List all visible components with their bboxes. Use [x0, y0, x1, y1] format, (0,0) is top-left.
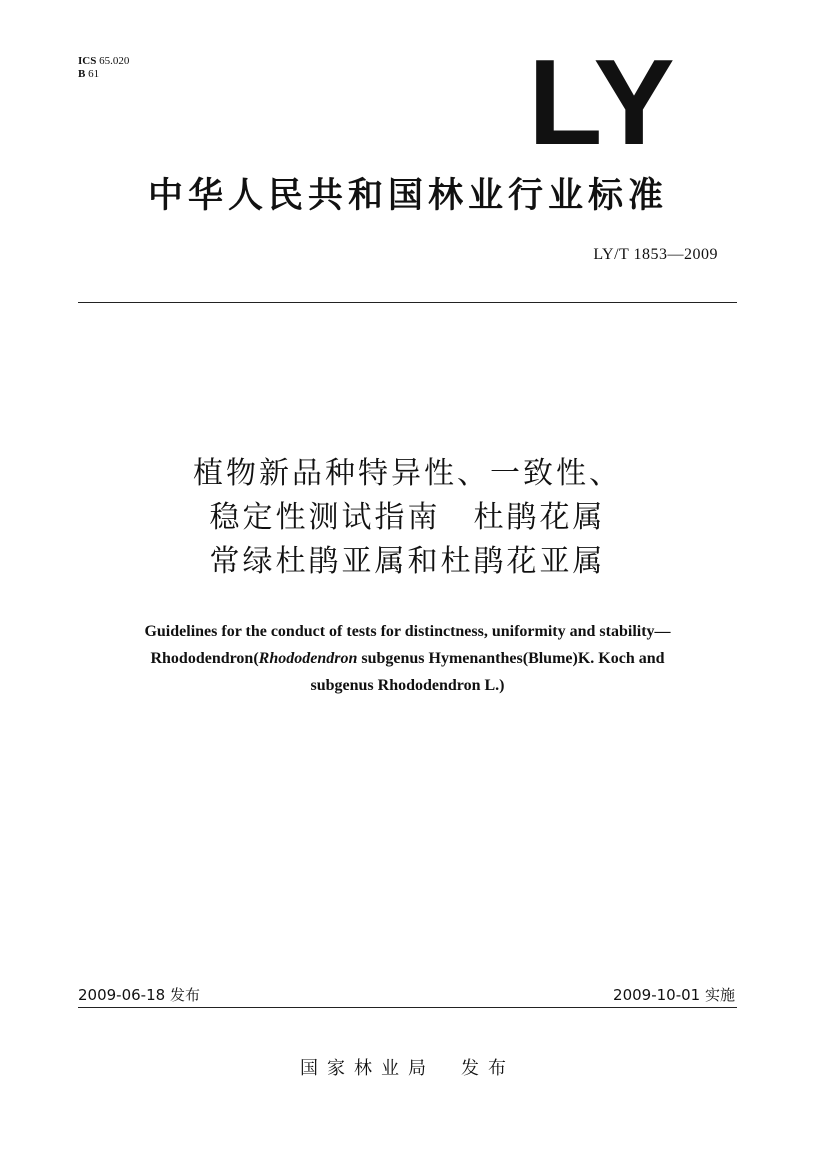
b-value: 61	[88, 68, 100, 80]
standard-number: LY/T 1853—2009	[593, 246, 718, 263]
b-code	[78, 68, 129, 81]
issuer-name: 国家林业局	[300, 1058, 435, 1079]
issuer-action: 发布	[461, 1058, 515, 1079]
ics-code	[78, 55, 129, 68]
implementation-date: 2009-10-01 实施	[613, 986, 735, 1004]
ics-label: ICS	[78, 55, 97, 67]
chinese-title-line-2: 稳定性测试指南 杜鹃花属	[209, 500, 606, 535]
chinese-title-line-3: 常绿杜鹃亚属和杜鹃花亚属	[209, 544, 606, 579]
issue-date: 2009-06-18 发布	[78, 986, 200, 1004]
top-divider	[78, 302, 737, 303]
ics-value: 65.020	[99, 55, 130, 67]
chinese-title-line-1: 植物新品种特异性、一致性、	[193, 456, 622, 491]
english-title	[40, 618, 775, 699]
bottom-divider	[78, 1007, 737, 1008]
organization-title: 中华人民共和国林业行业标准	[147, 176, 668, 216]
ly-logo: LY	[528, 34, 677, 170]
english-title-italic-genus: Rhododendron	[258, 650, 358, 667]
english-title-line-1: Guidelines for the conduct of tests for distinctness, uniformity and stability—	[144, 623, 671, 640]
english-title-line-3: subgenus Rhododendron L.)	[310, 677, 505, 694]
english-title-line-2-suffix: subgenus Hymenanthes(Blume)K. Koch and	[357, 650, 665, 667]
b-label: B	[78, 68, 86, 80]
chinese-title	[0, 452, 815, 584]
issuer-line	[0, 1054, 815, 1080]
english-title-line-2	[40, 645, 775, 672]
english-title-line-2-prefix: Rhododendron(	[150, 650, 259, 667]
classification-codes	[78, 55, 129, 81]
